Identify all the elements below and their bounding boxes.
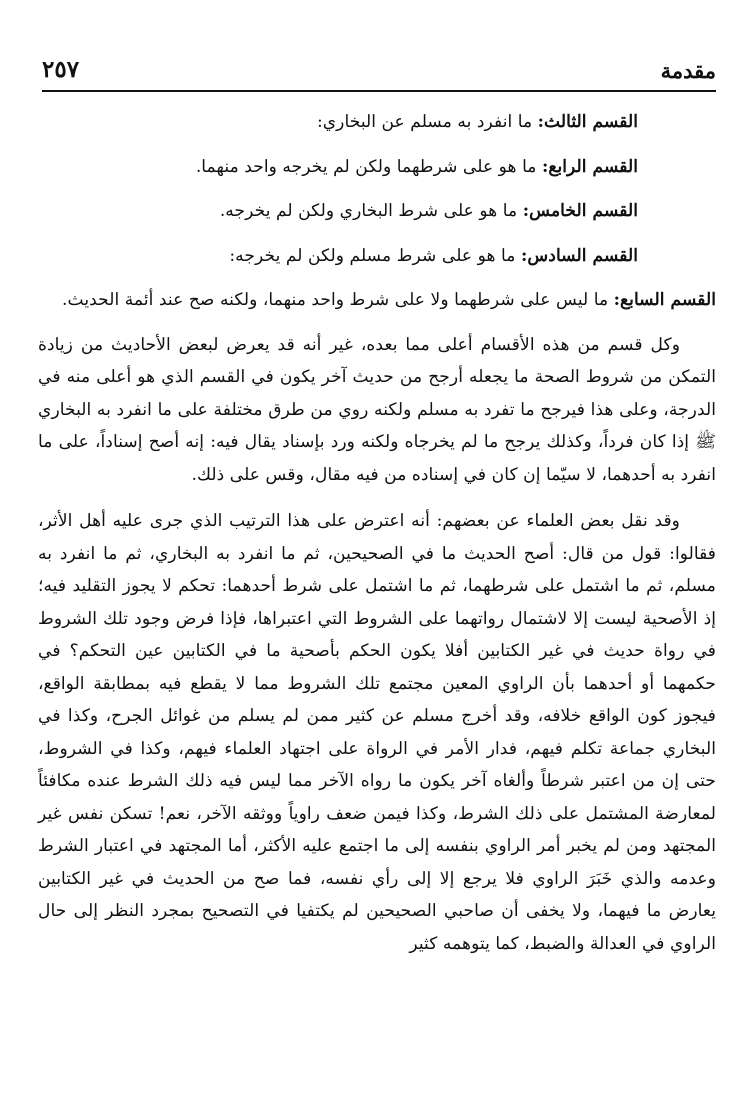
body-paragraph: وقد نقل بعض العلماء عن بعضهم: أنه اعترض على هذا الترتيب الذي جرى عليه أهل الأثر، فقالوا: قول من قال: أصح الحديث ما في الصحيحين، ثم ما انفرد به البخاري، ثم ما انفرد به مسلم، ثم ما اشتمل على شرطهما، ثم ما اشتمل على شرط أحدهما: تحكم لا يجوز التقليد فيه؛ إذ الأصحية ليست إلا لاشتمال رواتهما على الشروط التي اعتبراها، فإذا فرض وجود تلك الشروط في رواة حديث في غير الكتابين أفلا يكون الحكم بأصحية ما في الكتابين عين التحكم؟ في حكمهما أو أحدهما بأن الراوي المعين مجتمع تلك الشروط مما لا يقطع فيه بمطابقة الواقع، فيجوز كون الواقع خلافه، وقد أخرج مسلم عن كثير ممن لم يسلم من غوائل الجرح، وكذا في البخاري جماعة تكلم فيهم، فدار الأمر في الرواة على اجتهاد العلماء فيهم، وكذا في الشروط، حتى إن من اعتبر شرطاً وألغاه آخر يكون ما رواه الآخر مما ليس فيه ذلك الشرط عنده مكافئاً لمعارضة المشتمل على ذلك الشرط، وكذا فيمن ضعف راوياً ووثقه الآخر، نعم! تسكن نفس غير المجتهد ومن لم يخبر أمر الراوي بنفسه إلى ما اجتمع عليه الأكثر، أما المجتهد في اعتبار الشرط وعدمه والذي خَبَرَ الراوي فلا يرجع إلا إلى رأي نفسه، فما صح من الحديث في غير الكتابين يعارض ما فيهما، ولا يخفى أن صاحبي الصحيحين لم يكتفيا في التصحيح بمجرد النظر إلى حال الراوي في العدالة والضبط، كما يتوهمه كثير [38, 511, 716, 954]
body-paragraph: وكل قسم من هذه الأقسام أعلى مما بعده، غير أنه قد يعرض لبعض الأحاديث من زيادة التمكن من شروط الصحة ما يجعله أرجح من حديث آخر يكون في القسم الذي هو أعلى منه في الدرجة، وعلى هذا فيرجح ما تفرد به مسلم ولكنه روي من طرق مختلفة على ما انفرد به البخاري ﷺ إذا كان فرداً، وكذلك يرجح ما لم يخرجاه ولكنه ورد بإسناد يقال فيه: إنه أصح إسناداً، على ما انفرد به أحدهما، لا سيّما إن كان في إسناده من فيه مقال، وقس على ذلك. [38, 334, 716, 485]
division-text: ما هو على شرط مسلم ولكن لم يخرجه: [229, 245, 516, 266]
division-label: القسم السادس: [520, 245, 638, 266]
division-label: القسم الرابع: [541, 156, 638, 177]
page-number: ٢٥٧ [42, 56, 80, 83]
division-label: القسم السابع: [613, 290, 716, 310]
division-text: ما ليس على شرطهما ولا على شرط واحد منهما، ولكنه صح عند أئمة الحديث. [62, 290, 609, 310]
division-text: ما هو على شرطهما ولكن لم يخرجه واحد منهما. [195, 156, 537, 177]
division-item [38, 284, 716, 317]
running-title: مقدمة [660, 58, 716, 83]
division-item [38, 240, 716, 273]
division-text: ما انفرد به مسلم عن البخاري: [316, 112, 533, 132]
division-text: ما هو على شرط البخاري ولكن لم يخرجه. [219, 201, 518, 221]
division-item [38, 195, 716, 228]
division-label: القسم الخامس: [522, 201, 638, 221]
page-header [42, 52, 716, 92]
division-label: القسم الثالث: [537, 112, 638, 132]
division-item [38, 106, 716, 139]
division-item [38, 151, 716, 184]
page-body [38, 106, 716, 960]
